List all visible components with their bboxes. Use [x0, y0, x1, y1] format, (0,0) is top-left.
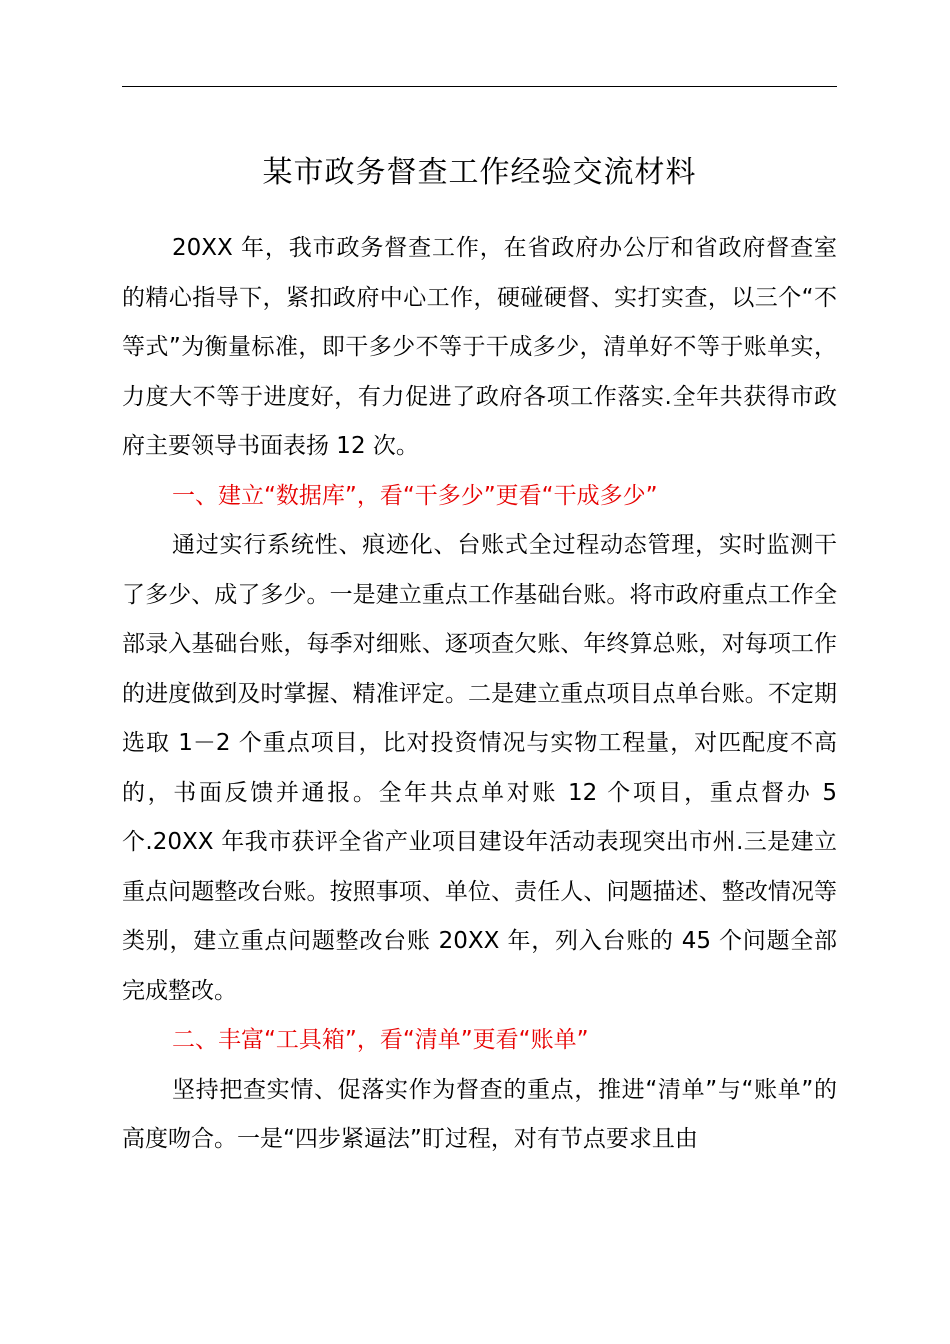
document-body: [122, 224, 837, 1165]
paragraph-intro: 20XX 年，我市政务督查工作，在省政府办公厅和省政府督查室的精心指导下，紧扣政府中心工作，硬碰硬督、实打实查，以三个“不等式”为衡量标准，即干多少不等于干成多少，清单好不等于账单实，力度大不等于进度好，有力促进了政府各项工作落实.全年共获得市政府主要领导书面表扬 12 次。: [122, 235, 837, 459]
document-title: 某市政务督查工作经验交流材料: [262, 155, 697, 190]
paragraph-section-2: 坚持把查实情、促落实作为督查的重点，推进“清单”与“账单”的高度吻合。一是“四步紧逼法”盯过程，对有节点要求且由: [122, 1076, 837, 1152]
paragraph-section-1: 通过实行系统性、痕迹化、台账式全过程动态管理，实时监测干了多少、成了多少。一是建立重点工作基础台账。将市政府重点工作全部录入基础台账，每季对细账、逐项查欠账、年终算总账，对每项工作的进度做到及时掌握、精准评定。二是建立重点项目点单台账。不定期选取 1－2 个重点项目，比对投资情况与实物工程量，对匹配度不高的，书面反馈并通报。全年共点单对账 12 个项目，重点督办 5 个.20XX 年我市获评全省产业项目建设年活动表现突出市州.三是建立重点问题整改台账。按照事项、单位、责任人、问题描述、整改情况等类别，建立重点问题整改台账 20XX 年，列入台账的 45 个问题全部完成整改。: [122, 532, 837, 1004]
section-heading-2: 二、丰富“工具箱”，看“清单”更看“账单”: [172, 1027, 589, 1053]
header-rule: [122, 86, 837, 87]
section-heading-1: 一、建立“数据库”，看“干多少”更看“干成多少”: [172, 482, 658, 509]
